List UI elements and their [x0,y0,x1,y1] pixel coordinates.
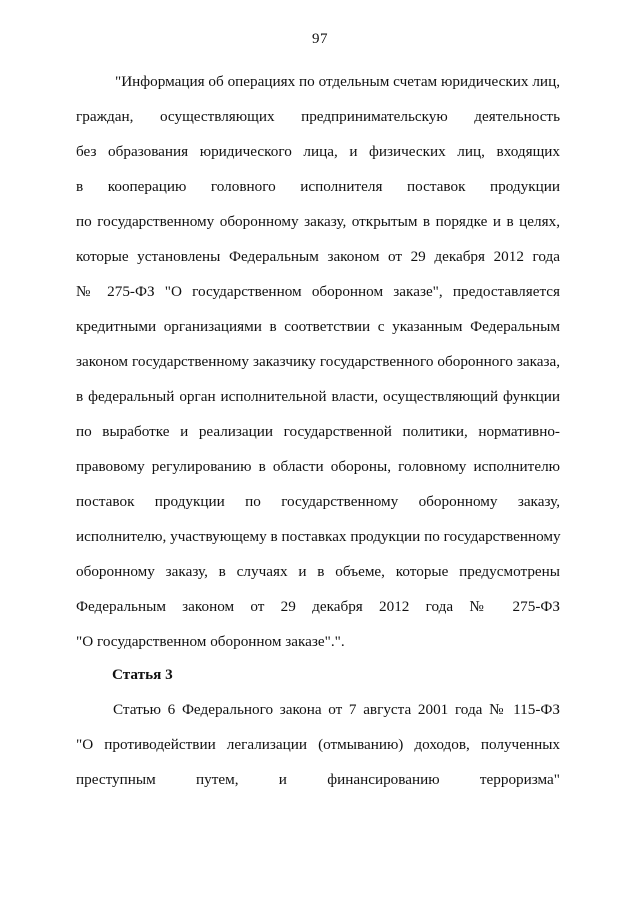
paragraph-line: граждан, осуществляющих предпринимательскую деятельность [76,108,560,125]
paragraph-line: по выработке и реализации государственной политики, нормативно- [76,423,560,440]
article-line: преступным путем, и финансированию терроризма" [76,771,560,788]
paragraph-line: законом государственному заказчику государственного оборонного заказа, [76,353,560,370]
paragraph-line: кредитными организациями в соответствии с указанным Федеральным [76,318,560,335]
paragraph-line: которые установлены Федеральным законом от 29 декабря 2012 года [76,248,560,265]
paragraph-information [76,64,560,659]
article-heading: Статья 3 [112,666,173,683]
page-number: 97 [312,31,328,47]
paragraph-line: Федеральным законом от 29 декабря 2012 года № 275-ФЗ [76,598,560,615]
paragraph-line: поставок продукции по государственному оборонному заказу, [76,493,560,510]
paragraph-line: "О государственном оборонном заказе".". [76,633,345,650]
paragraph-line: в федеральный орган исполнительной власти, осуществляющий функции [76,388,560,405]
paragraph-line: исполнителю, участвующему в поставках продукции по государственному [76,528,561,545]
article-line: Статью 6 Федерального закона от 7 августа 2001 года № 115-ФЗ [113,701,560,718]
paragraph-line: "Информация об операциях по отдельным счетам юридических лиц, [115,73,560,90]
article-text [76,692,560,797]
article-line: "О противодействии легализации (отмыванию) доходов, полученных [76,736,560,753]
paragraph-line: без образования юридического лица, и физических лиц, входящих [76,143,560,160]
paragraph-line: оборонному заказу, в случаях и в объеме, которые предусмотрены [76,563,560,580]
article-section [76,657,560,692]
paragraph-line: № 275-ФЗ "О государственном оборонном заказе", предоставляется [76,283,560,300]
paragraph-line: по государственному оборонному заказу, открытым в порядке и в целях, [76,213,560,230]
paragraph-line: правовому регулированию в области обороны, головному исполнителю [76,458,560,475]
paragraph-line: в кооперацию головного исполнителя поставок продукции [76,178,560,195]
